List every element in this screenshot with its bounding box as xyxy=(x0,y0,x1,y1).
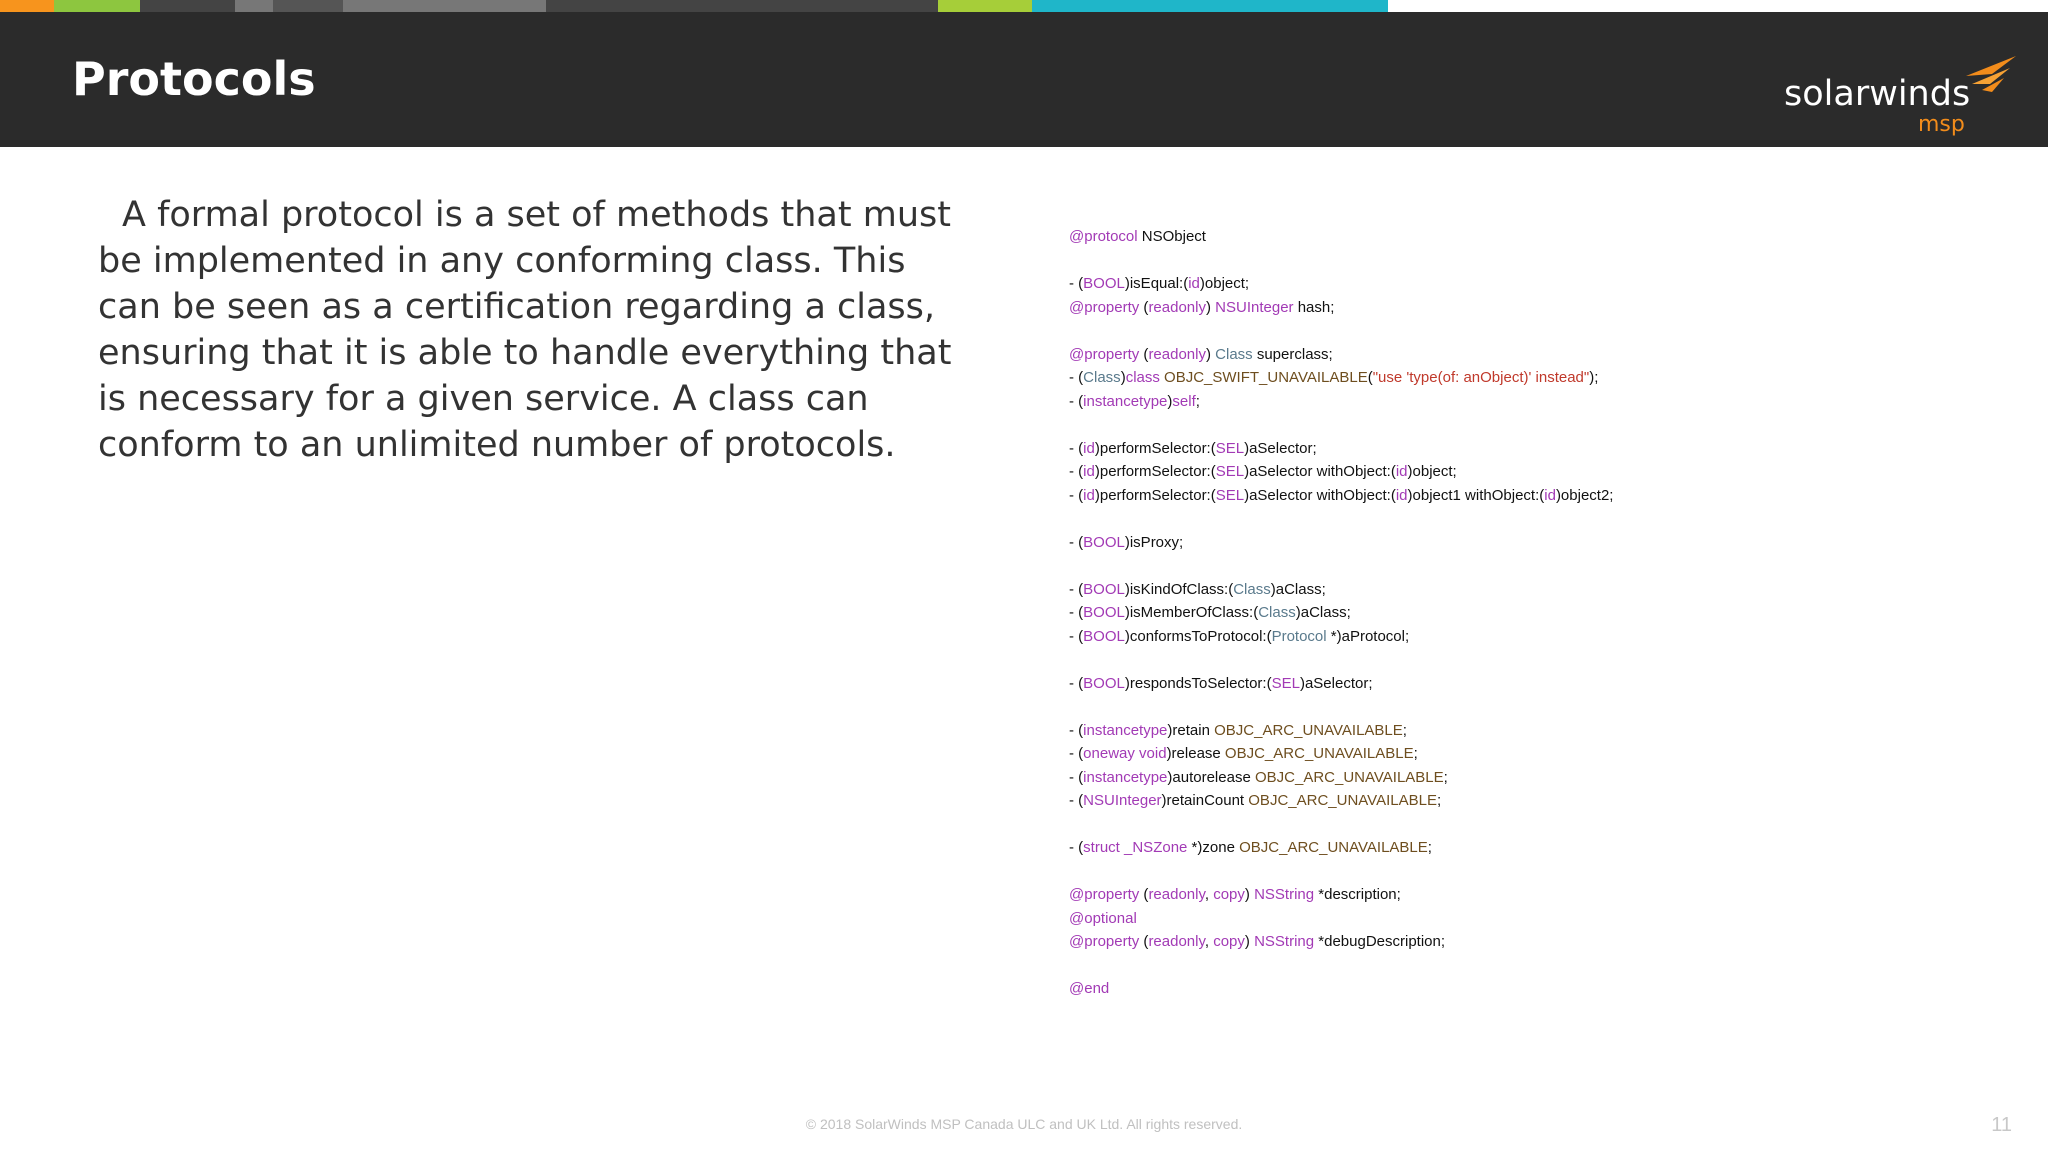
code-token: - ( xyxy=(1069,674,1084,692)
top-color-stripe xyxy=(0,0,2048,12)
code-token: )respondsToSelector:( xyxy=(1124,674,1272,692)
code-line xyxy=(1069,319,1969,343)
code-token: ; xyxy=(1413,745,1418,762)
code-line xyxy=(1069,507,1969,531)
code-line xyxy=(1069,366,1969,390)
code-token: readonly xyxy=(1148,345,1206,363)
code-token: ; xyxy=(1436,792,1442,809)
code-token: )isMemberOfClass:( xyxy=(1124,604,1259,621)
page-title: Protocols xyxy=(72,52,316,106)
code-token: BOOL xyxy=(1083,627,1125,645)
code-line xyxy=(1069,625,1969,649)
code-token: Protocol xyxy=(1271,627,1327,645)
code-token: )isKindOfClass:( xyxy=(1124,580,1234,598)
code-token: id xyxy=(1083,486,1095,504)
code-token: instancetype xyxy=(1083,721,1168,739)
code-token: )object1 withObject:( xyxy=(1407,486,1545,504)
code-token: instancetype xyxy=(1083,768,1168,786)
code-line xyxy=(1069,883,1969,907)
code-token: NSString xyxy=(1254,886,1315,903)
code-token: - ( xyxy=(1069,580,1084,598)
code-token: - ( xyxy=(1069,721,1084,739)
code-token: )aClass; xyxy=(1295,604,1351,621)
stripe-segment xyxy=(140,0,235,12)
code-line xyxy=(1069,437,1969,461)
code-token: "use 'type(of: anObject)' instead" xyxy=(1372,369,1590,386)
code-line xyxy=(1069,484,1969,508)
code-line xyxy=(1069,272,1969,296)
code-token: OBJC_ARC_UNAVAILABLE xyxy=(1224,745,1414,762)
code-token: self xyxy=(1172,392,1196,410)
code-line xyxy=(1069,930,1969,954)
code-token: - ( xyxy=(1069,768,1084,786)
logo-submark: msp xyxy=(1918,112,1965,137)
code-token: *description; xyxy=(1314,886,1401,903)
code-line xyxy=(1069,789,1969,813)
code-token: Class xyxy=(1233,580,1271,598)
stripe-segment xyxy=(938,0,1032,12)
code-token: BOOL xyxy=(1083,674,1125,692)
code-token: readonly xyxy=(1148,886,1205,903)
code-token: )performSelector:( xyxy=(1094,486,1216,504)
page-number: 11 xyxy=(1991,1114,2012,1136)
code-token: )isProxy; xyxy=(1124,533,1184,551)
code-line xyxy=(1069,413,1969,437)
code-token: @property xyxy=(1069,933,1140,950)
code-line xyxy=(1069,554,1969,578)
code-token: - ( xyxy=(1069,439,1084,457)
code-token: id xyxy=(1083,439,1095,457)
code-line xyxy=(1069,296,1969,320)
code-token: id xyxy=(1083,463,1095,480)
code-token: *)aProtocol; xyxy=(1326,627,1410,645)
code-line xyxy=(1069,695,1969,719)
code-token: ); xyxy=(1589,369,1599,386)
code-line xyxy=(1069,648,1969,672)
code-line xyxy=(1069,578,1969,602)
code-line xyxy=(1069,813,1969,837)
code-token: )aSelector withObject:( xyxy=(1244,463,1396,480)
code-token: @end xyxy=(1069,980,1110,997)
code-token: - ( xyxy=(1069,839,1084,856)
code-token: ( xyxy=(1139,298,1149,316)
code-token: id xyxy=(1395,486,1408,504)
code-token: superclass; xyxy=(1252,345,1333,363)
code-line xyxy=(1069,531,1969,555)
solarwinds-msp-logo xyxy=(1780,44,2020,139)
code-token: - ( xyxy=(1069,533,1084,551)
code-line xyxy=(1069,390,1969,414)
firebird-icon xyxy=(1958,54,2018,104)
code-token: SEL xyxy=(1215,463,1245,480)
code-token: Class xyxy=(1258,604,1296,621)
code-token: - ( xyxy=(1069,369,1084,386)
code-token: , xyxy=(1204,933,1214,950)
code-token: ( xyxy=(1139,345,1149,363)
code-token: )aSelector; xyxy=(1244,439,1317,457)
code-line xyxy=(1069,742,1969,766)
code-token: ) xyxy=(1244,933,1255,950)
code-line xyxy=(1069,672,1969,696)
code-token: )release xyxy=(1166,745,1225,762)
logo-wordmark: solarwinds xyxy=(1784,74,1971,114)
slide-header xyxy=(0,12,2048,147)
code-token: ; xyxy=(1427,839,1432,856)
code-line xyxy=(1069,719,1969,743)
code-token: ) xyxy=(1205,345,1216,363)
code-token: ; xyxy=(1402,721,1407,739)
code-token: NSObject xyxy=(1137,228,1206,245)
code-line xyxy=(1069,860,1969,884)
code-token: ( xyxy=(1139,933,1149,950)
code-token: OBJC_ARC_UNAVAILABLE xyxy=(1254,768,1444,786)
code-token: )performSelector:( xyxy=(1094,439,1216,457)
code-token: ; xyxy=(1443,768,1448,786)
code-token: )autorelease xyxy=(1167,768,1255,786)
code-token: *)zone xyxy=(1187,839,1240,856)
code-token: ( xyxy=(1367,369,1373,386)
stripe-segment xyxy=(235,0,273,12)
code-line xyxy=(1069,766,1969,790)
code-token: @property xyxy=(1069,298,1140,316)
code-token: NSString xyxy=(1254,933,1315,950)
code-token: struct _NSZone xyxy=(1083,839,1188,856)
code-token: class xyxy=(1125,369,1160,386)
code-line xyxy=(1069,954,1969,978)
code-token: ( xyxy=(1139,886,1149,903)
slide-body-text: A formal protocol is a set of methods that must be implemented in any conforming class. This can be seen as a certification regarding a class, ensuring that it is able to handle everything that is necessary for a given service. A class can conform to an unlimited number of protocols. xyxy=(98,195,952,465)
code-line xyxy=(1069,977,1969,1001)
code-token: - ( xyxy=(1069,392,1084,410)
stripe-segment xyxy=(1032,0,1388,12)
code-token: readonly xyxy=(1148,933,1205,950)
code-token: id xyxy=(1544,486,1556,504)
code-token: *debugDescription; xyxy=(1314,933,1446,950)
code-token: )isEqual:( xyxy=(1124,275,1189,292)
code-token: )aSelector; xyxy=(1299,674,1373,692)
code-token: Class xyxy=(1215,345,1253,363)
code-token: oneway void xyxy=(1083,745,1167,762)
code-token: SEL xyxy=(1271,674,1300,692)
code-line xyxy=(1069,907,1969,931)
code-token: )retainCount xyxy=(1161,792,1249,809)
code-token: @optional xyxy=(1069,909,1137,927)
code-token: id xyxy=(1395,463,1408,480)
code-token: ) xyxy=(1244,886,1255,903)
code-line xyxy=(1069,460,1969,484)
stripe-segment xyxy=(54,0,140,12)
code-line xyxy=(1069,249,1969,273)
code-block xyxy=(1069,225,1969,1001)
code-token: NSUInteger xyxy=(1083,792,1162,809)
code-token: copy xyxy=(1213,886,1245,903)
code-token: BOOL xyxy=(1083,580,1125,598)
code-line xyxy=(1069,225,1969,249)
code-token: NSUInteger xyxy=(1215,298,1294,316)
code-token: BOOL xyxy=(1083,533,1125,551)
code-token: ; xyxy=(1195,392,1200,410)
code-token: hash; xyxy=(1293,298,1335,316)
code-token: , xyxy=(1204,886,1214,903)
code-token: OBJC_ARC_UNAVAILABLE xyxy=(1248,792,1437,809)
code-token: )performSelector:( xyxy=(1094,463,1216,480)
stripe-segment xyxy=(343,0,546,12)
code-token: )object; xyxy=(1199,275,1250,292)
copyright-footer: © 2018 SolarWinds MSP Canada ULC and UK Ltd. All rights reserved. xyxy=(805,1116,1243,1132)
code-token: - ( xyxy=(1069,604,1084,621)
code-token: OBJC_ARC_UNAVAILABLE xyxy=(1214,721,1403,739)
code-token: )retain xyxy=(1167,721,1215,739)
code-token: Class xyxy=(1083,369,1121,386)
code-token: )conformsToProtocol:( xyxy=(1124,627,1272,645)
code-token: )object; xyxy=(1407,463,1457,480)
code-token: OBJC_ARC_UNAVAILABLE xyxy=(1239,839,1428,856)
code-line xyxy=(1069,836,1969,860)
code-token: ) xyxy=(1205,298,1216,316)
code-token: id xyxy=(1188,275,1200,292)
code-token: copy xyxy=(1213,933,1245,950)
code-token: BOOL xyxy=(1083,604,1125,621)
code-token: )aSelector withObject:( xyxy=(1244,486,1396,504)
code-token: - ( xyxy=(1069,463,1084,480)
code-token: - ( xyxy=(1069,275,1084,292)
code-token: readonly xyxy=(1148,298,1206,316)
code-token: SEL xyxy=(1215,486,1245,504)
code-line xyxy=(1069,343,1969,367)
code-token: ) xyxy=(1167,392,1173,410)
stripe-segment xyxy=(0,0,54,12)
code-token: @protocol xyxy=(1069,228,1138,245)
code-token: SEL xyxy=(1215,439,1245,457)
code-token: )object2; xyxy=(1555,486,1614,504)
code-token: - ( xyxy=(1069,792,1084,809)
code-token: ) xyxy=(1120,369,1126,386)
stripe-segment xyxy=(273,0,343,12)
code-token: @property xyxy=(1069,345,1140,363)
code-token: - ( xyxy=(1069,627,1084,645)
code-line xyxy=(1069,601,1969,625)
code-token: @property xyxy=(1069,886,1140,903)
code-token: instancetype xyxy=(1083,392,1168,410)
code-token: )aClass; xyxy=(1270,580,1326,598)
code-token: OBJC_SWIFT_UNAVAILABLE xyxy=(1159,369,1368,386)
code-token: - ( xyxy=(1069,486,1084,504)
code-token: - ( xyxy=(1069,745,1084,762)
stripe-segment xyxy=(546,0,938,12)
code-token: BOOL xyxy=(1083,275,1125,292)
